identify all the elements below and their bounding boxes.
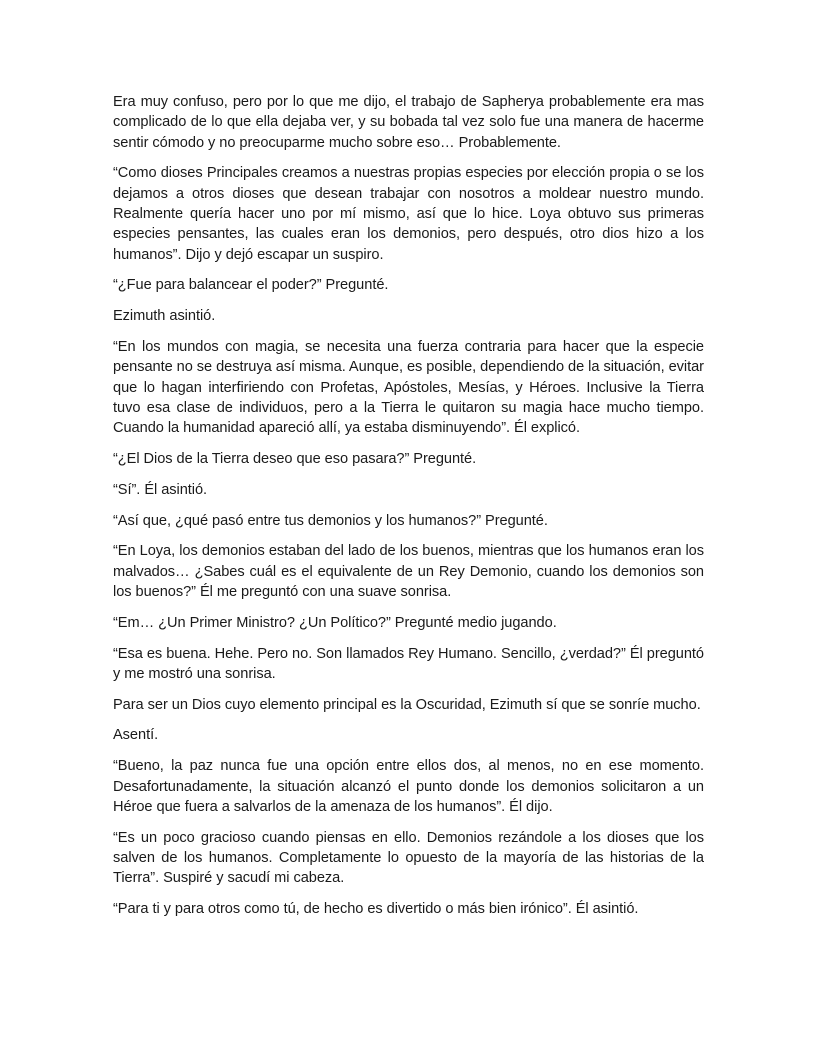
paragraph-7: “Sí”. Él asintió. bbox=[113, 481, 208, 498]
paragraph-5: “En los mundos con magia, se necesita una fuerza contraria para hacer que la especie pensante no se destruya así misma. Aunque, es posible, dependiendo de la situación, evitar que lo hagan interfiriendo con Profetas, Apóstoles, Mesías, y Héroes. Inclusive la Tierra tuvo esa clase de individuos, pero a la Tierra le quitaron su magia hace mucho tiempo. Cuando la humanidad apareció allí, ya estaba disminuyendo”. Él explicó. bbox=[113, 338, 704, 437]
paragraph-11: “Esa es buena. Hehe. Pero no. Son llamados Rey Humano. Sencillo, ¿verdad?” Él preguntó y me mostró una sonrisa. bbox=[113, 645, 704, 682]
paragraph-14: “Bueno, la paz nunca fue una opción entre ellos dos, al menos, no en ese momento. Desafortunadamente, la situación alcanzó el punto donde los demonios solicitaron a un Héroe que fuera a salvarlos de la amenaza de los humanos”. Él dijo. bbox=[113, 758, 704, 815]
paragraph-4: Ezimuth asintió. bbox=[113, 308, 216, 325]
paragraph-8: “Así que, ¿qué pasó entre tus demonios y los humanos?” Pregunté. bbox=[113, 512, 548, 529]
paragraph-1: Era muy confuso, pero por lo que me dijo, el trabajo de Sapherya probablemente era mas complicado de lo que ella dejaba ver, y su bobada tal vez solo fue una manera de hacerme sentir cómodo y no preocuparme mucho sobre eso… Probablemente. bbox=[113, 94, 704, 151]
paragraph-12: Para ser un Dios cuyo elemento principal es la Oscuridad, Ezimuth sí que se sonríe mucho. bbox=[113, 696, 701, 713]
paragraph-6: “¿El Dios de la Tierra deseo que eso pasara?” Pregunté. bbox=[113, 450, 477, 467]
paragraph-15: “Es un poco gracioso cuando piensas en ello. Demonios rezándole a los dioses que los salven de los humanos. Completamente lo opuesto de la mayoría de las historias de la Tierra”. Suspiré y sacudí mi cabeza. bbox=[113, 829, 704, 887]
paragraph-16: “Para ti y para otros como tú, de hecho es divertido o más bien irónico”. Él asintió. bbox=[113, 901, 639, 917]
paragraph-9: “En Loya, los demonios estaban del lado de los buenos, mientras que los humanos eran los malvados… ¿Sabes cuál es el equivalente de un Rey Demonio, cuando los demonios son los buenos?” Él me preguntó con una suave sonrisa. bbox=[113, 543, 704, 600]
paragraph-13: Asentí. bbox=[113, 727, 159, 744]
paragraph-2: “Como dioses Principales creamos a nuestras propias especies por elección propia o se los dejamos a otros dioses que desean trabajar con nosotros a moldear nuestro mundo. Realmente quería hacer uno por mí mismo, así que lo hice. Loya obtuvo sus primeras especies pensantes, las cuales eran los demonios, pero después, otro dios hizo a los humanos”. Dijo y dejó escapar un suspiro. bbox=[113, 165, 704, 263]
document-body bbox=[113, 92, 704, 930]
paragraph-10: “Em… ¿Un Primer Ministro? ¿Un Político?” Pregunté medio jugando. bbox=[113, 614, 557, 631]
paragraph-3: “¿Fue para balancear el poder?” Pregunté. bbox=[113, 277, 389, 294]
